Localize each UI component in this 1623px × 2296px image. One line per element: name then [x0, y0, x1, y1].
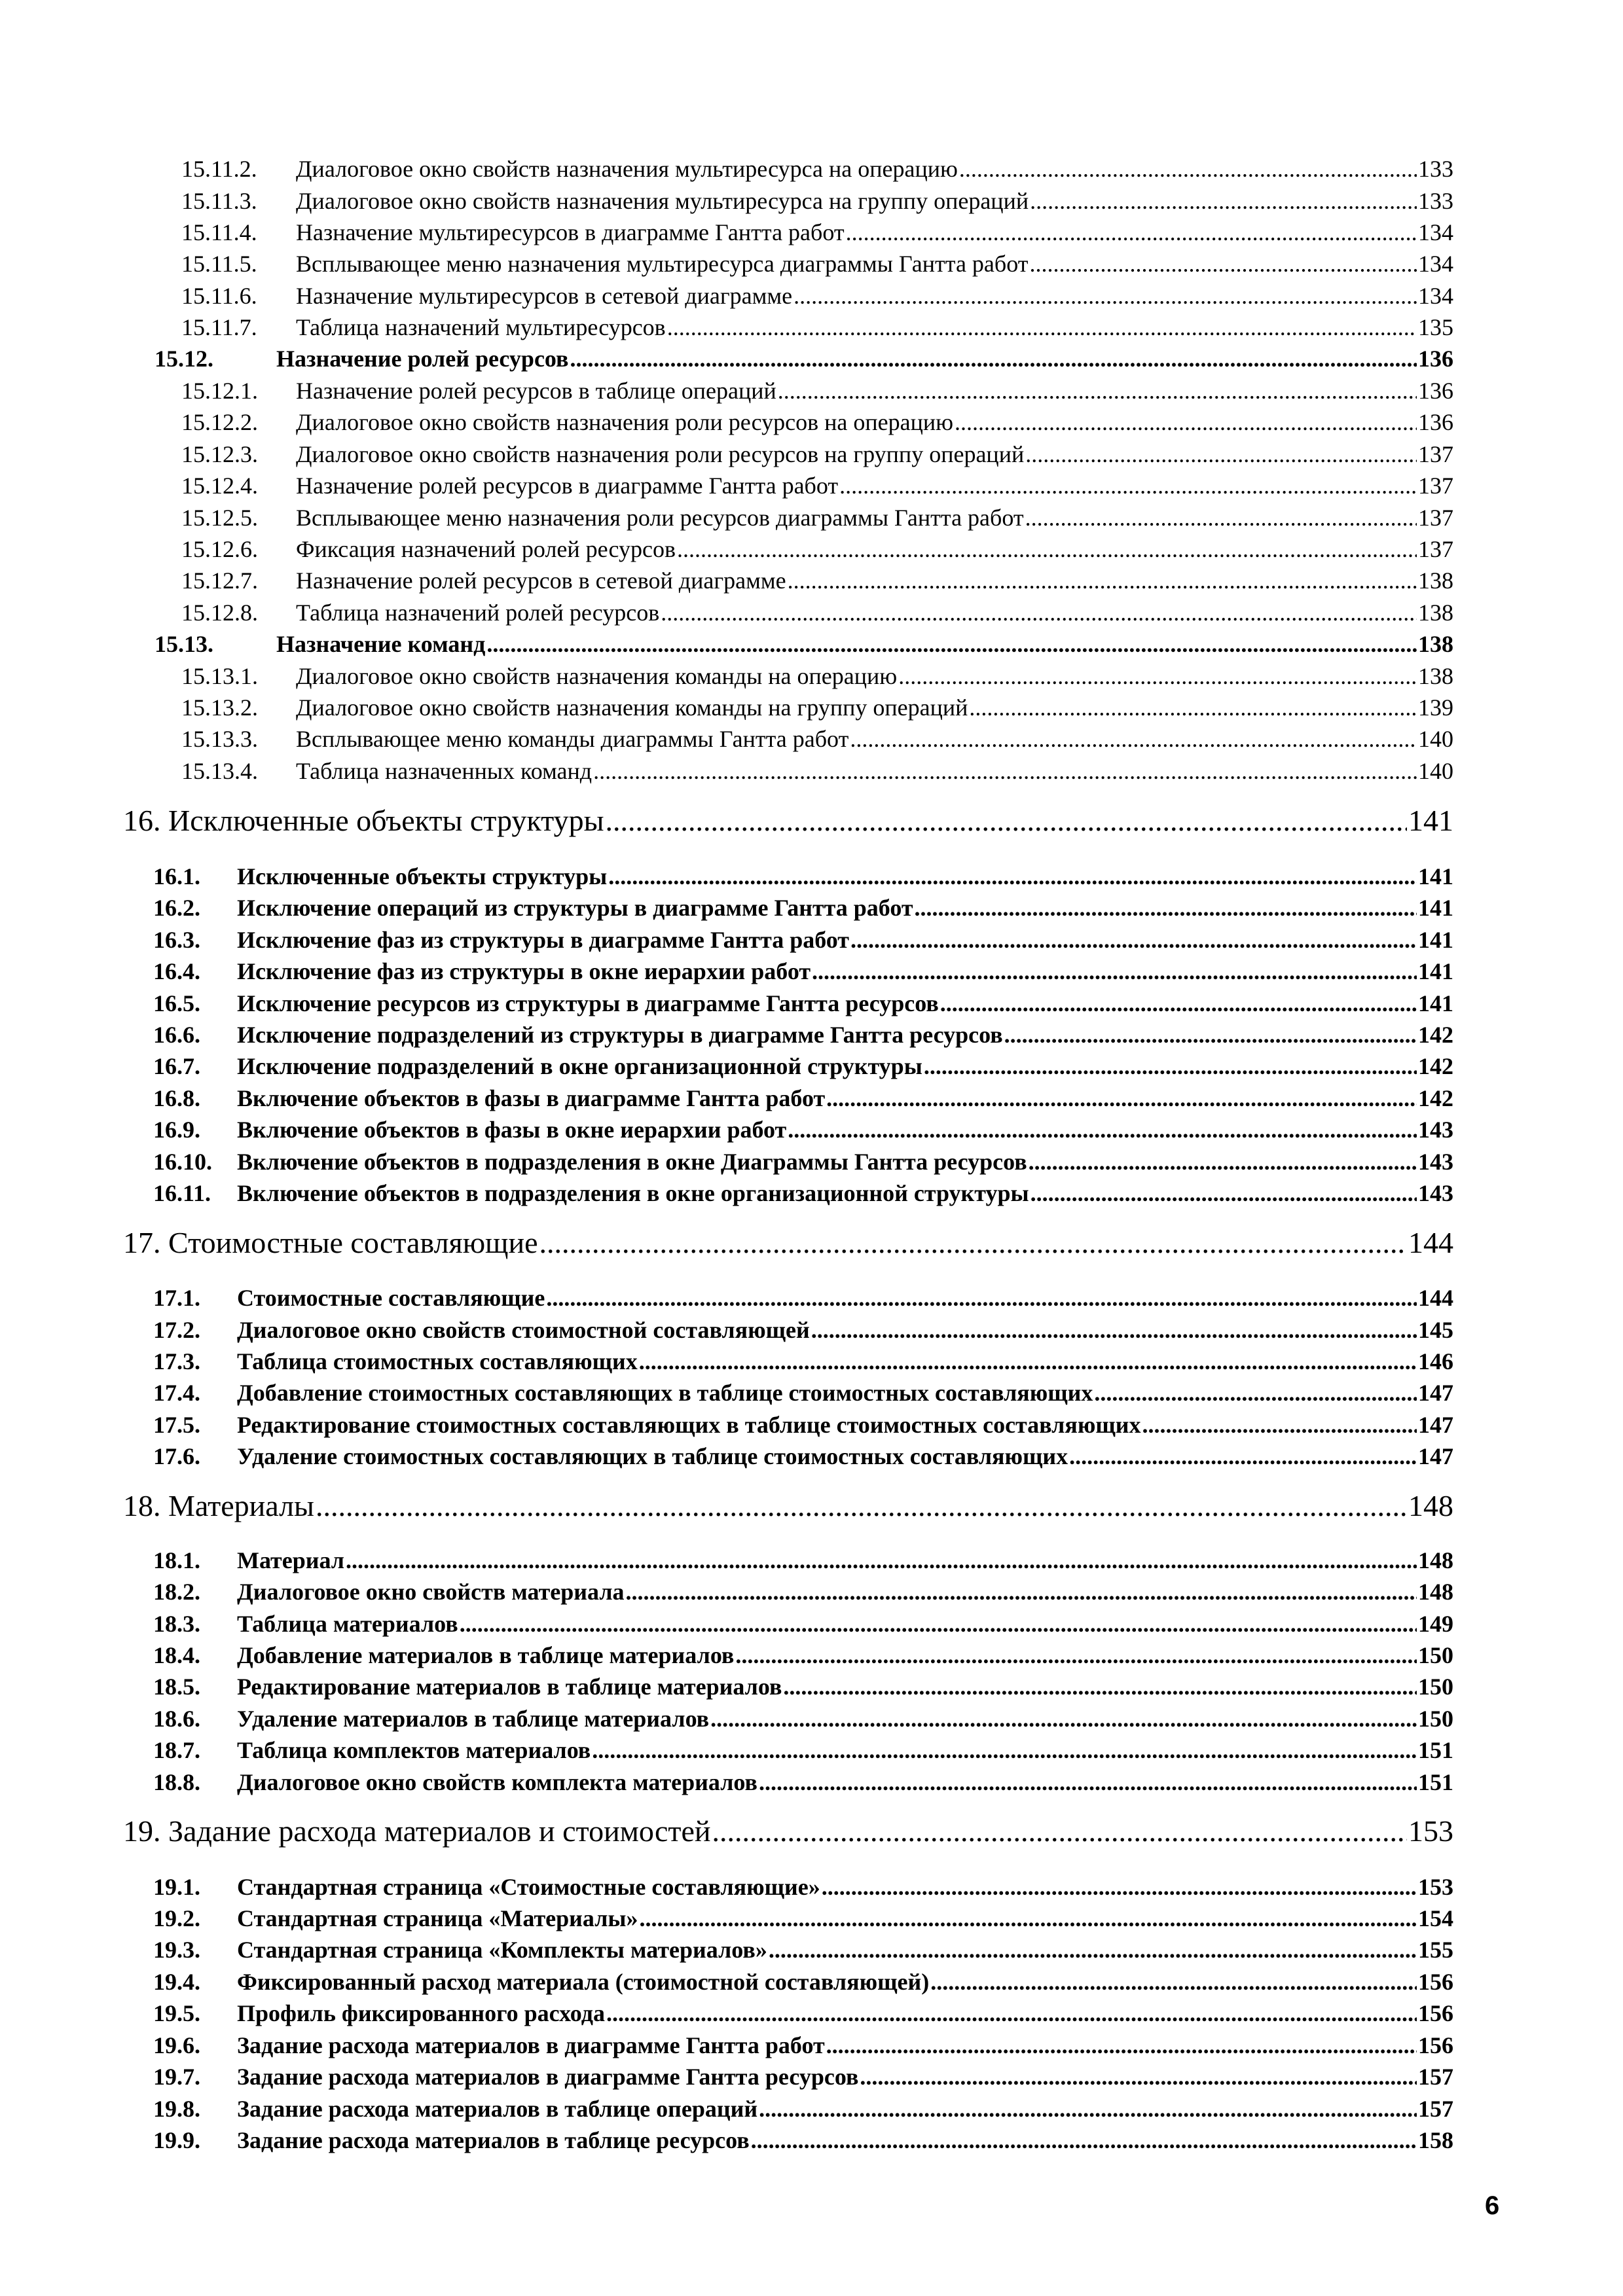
entry-number: 16.10.	[153, 1149, 212, 1175]
entry-number: 15.12.7.	[181, 567, 258, 594]
entry-title: Стандартная страница «Материалы»	[237, 1905, 638, 1931]
dot-leader	[1094, 1379, 1417, 1407]
dot-leader	[788, 1116, 1417, 1143]
toc-entry[interactable]	[153, 1116, 1453, 1143]
entry-number: 19.7.	[153, 2064, 200, 2090]
entry-page: 137	[1418, 536, 1453, 562]
entry-page: 141	[1418, 863, 1453, 889]
dot-leader	[788, 567, 1417, 594]
entry-number: 18.7.	[153, 1737, 200, 1763]
entry-number: 19.1.	[153, 1874, 200, 1900]
entry-title: Удаление материалов в таблице материалов	[237, 1706, 710, 1732]
entry-title: Назначение мультиресурсов в сетевой диаграмме	[296, 283, 793, 309]
toc-entry[interactable]	[181, 694, 1453, 721]
dot-leader	[606, 803, 1408, 838]
toc-entry[interactable]	[153, 1905, 1453, 1932]
entry-number: 15.12.5.	[181, 505, 258, 531]
entry-title: Диалоговое окно свойств назначения роли ресурсов на группу операций	[296, 441, 1025, 467]
entry-page: 133	[1418, 188, 1453, 214]
entry-number: 17.5.	[153, 1412, 200, 1438]
entry-number: 16.9.	[153, 1117, 200, 1143]
entry-page: 134	[1418, 283, 1453, 309]
entry-page: 136	[1418, 409, 1453, 435]
toc-entry[interactable]	[181, 567, 1453, 594]
toc-entry[interactable]	[153, 1578, 1453, 1605]
dot-leader	[850, 926, 1417, 954]
toc-entry[interactable]	[153, 1021, 1453, 1049]
entry-title: Таблица материалов	[237, 1611, 458, 1637]
toc-entry[interactable]	[181, 757, 1453, 785]
entry-number: 15.12.	[155, 346, 213, 372]
entry-title: Исключенные объекты структуры	[237, 863, 608, 889]
dot-leader	[850, 725, 1417, 753]
entry-title: Назначение мультиресурсов в диаграмме Гантта работ	[296, 219, 845, 245]
entry-number: 18.8.	[153, 1769, 200, 1795]
entry-number: 19.4.	[153, 1969, 200, 1995]
entry-page: 158	[1418, 2127, 1453, 2153]
dot-leader	[959, 155, 1417, 183]
dot-leader	[460, 1610, 1417, 1638]
entry-number: 15.13.1.	[181, 663, 258, 689]
entry-page: 153	[1418, 1874, 1453, 1900]
entry-title: Исключение подразделений в окне организационной структуры	[237, 1053, 922, 1079]
toc-entry[interactable]	[153, 1085, 1453, 1112]
toc-entry[interactable]	[181, 725, 1453, 753]
chapter-page: 148	[1408, 1489, 1453, 1522]
entry-page: 137	[1418, 505, 1453, 531]
dot-leader	[592, 1736, 1417, 1764]
toc-entry[interactable]	[181, 408, 1453, 436]
toc-entry[interactable]	[153, 863, 1453, 890]
toc-chapter-heading[interactable]	[123, 803, 1453, 838]
dot-leader	[1029, 1148, 1417, 1175]
dot-leader	[677, 535, 1417, 563]
dot-leader	[1025, 440, 1417, 468]
dot-leader	[898, 662, 1417, 690]
entry-page: 156	[1418, 2000, 1453, 2026]
toc-entry[interactable]	[153, 990, 1453, 1017]
dot-leader	[712, 1814, 1407, 1848]
toc-entry[interactable]	[153, 2126, 1453, 2154]
toc-entry[interactable]	[153, 1052, 1453, 1080]
toc-entry[interactable]	[153, 958, 1453, 985]
entry-page: 140	[1418, 758, 1453, 784]
dot-leader	[955, 408, 1417, 436]
entry-title: Назначение ролей ресурсов в сетевой диаграмме	[296, 567, 786, 594]
entry-title: Назначение команд	[276, 631, 486, 657]
entry-page: 135	[1418, 314, 1453, 340]
entry-page: 136	[1418, 378, 1453, 404]
dot-leader	[860, 2063, 1417, 2090]
entry-number: 18.2.	[153, 1579, 200, 1605]
toc-entry[interactable]	[181, 440, 1453, 468]
entry-page: 141	[1418, 990, 1453, 1016]
entry-number: 18.5.	[153, 1674, 200, 1700]
entry-title: Включение объектов в фазы в окне иерархии работ	[237, 1117, 787, 1143]
dot-leader	[793, 282, 1417, 310]
entry-title: Фиксированный расход материала (стоимостной составляющей)	[237, 1969, 930, 1995]
toc-entry[interactable]	[181, 377, 1453, 404]
entry-page: 157	[1418, 2064, 1453, 2090]
entry-page: 146	[1418, 1348, 1453, 1374]
toc-entry[interactable]	[153, 1348, 1453, 1375]
entry-number: 19.8.	[153, 2096, 200, 2122]
toc-chapter-heading[interactable]	[123, 1814, 1453, 1848]
dot-leader	[546, 1284, 1417, 1312]
entry-title: Назначение ролей ресурсов в диаграмме Гантта работ	[296, 473, 839, 499]
entry-page: 137	[1418, 441, 1453, 467]
chapter-title: 17. Стоимостные составляющие	[123, 1226, 538, 1259]
entry-title: Включение объектов в подразделения в окне организационной структуры	[237, 1180, 1029, 1206]
entry-page: 144	[1418, 1285, 1453, 1311]
toc-entry[interactable]	[153, 1411, 1453, 1439]
entry-page: 143	[1418, 1180, 1453, 1206]
entry-title: Диалоговое окно свойств назначения мультиресурса на операцию	[296, 156, 958, 182]
toc-entry[interactable]	[181, 504, 1453, 531]
entry-title: Таблица стоимостных составляющих	[237, 1348, 638, 1374]
entry-page: 138	[1418, 567, 1453, 594]
dot-leader	[826, 2032, 1417, 2059]
chapter-title: 16. Исключенные объекты структуры	[123, 804, 604, 837]
toc-entry[interactable]	[153, 1316, 1453, 1344]
entry-number: 17.3.	[153, 1348, 200, 1374]
entry-page: 155	[1418, 1937, 1453, 1963]
entry-number: 16.2.	[153, 895, 200, 921]
entry-number: 16.7.	[153, 1053, 200, 1079]
entry-number: 17.4.	[153, 1380, 200, 1406]
toc-entry[interactable]	[153, 1610, 1453, 1638]
entry-page: 142	[1418, 1053, 1453, 1079]
entry-page: 156	[1418, 2032, 1453, 2058]
entry-page: 151	[1418, 1769, 1453, 1795]
entry-number: 16.1.	[153, 863, 200, 889]
dot-leader	[1030, 1179, 1417, 1207]
dot-leader	[812, 958, 1417, 985]
toc-entry[interactable]	[181, 219, 1453, 246]
entry-number: 16.6.	[153, 1022, 200, 1048]
entry-number: 19.5.	[153, 2000, 200, 2026]
entry-number: 15.13.4.	[181, 758, 258, 784]
entry-title: Добавление материалов в таблице материалов	[237, 1642, 735, 1668]
dot-leader	[346, 1547, 1417, 1574]
entry-number: 17.1.	[153, 1285, 200, 1311]
entry-page: 142	[1418, 1022, 1453, 1048]
entry-page: 147	[1418, 1380, 1453, 1406]
entry-page: 143	[1418, 1149, 1453, 1175]
dot-leader	[1030, 187, 1417, 215]
dot-leader	[1004, 1021, 1417, 1049]
toc-entry[interactable]	[153, 1379, 1453, 1407]
entry-title: Стандартная страница «Комплекты материалов»	[237, 1937, 767, 1963]
dot-leader	[940, 990, 1417, 1017]
toc-entry[interactable]	[153, 1768, 1453, 1796]
entry-number: 19.6.	[153, 2032, 200, 2058]
entry-title: Таблица комплектов материалов	[237, 1737, 591, 1763]
entry-number: 15.11.6.	[181, 283, 257, 309]
toc-chapter-heading[interactable]	[123, 1225, 1453, 1260]
dot-leader	[639, 1348, 1417, 1375]
entry-title: Профиль фиксированного расхода	[237, 2000, 605, 2026]
entry-page: 140	[1418, 726, 1453, 752]
entry-title: Исключение ресурсов из структуры в диаграмме Гантта ресурсов	[237, 990, 939, 1016]
entry-title: Редактирование материалов в таблице материалов	[237, 1674, 782, 1700]
toc-entry[interactable]	[181, 662, 1453, 690]
dot-leader	[640, 1905, 1417, 1932]
entry-title: Таблица назначенных команд	[296, 758, 593, 784]
entry-page: 141	[1418, 895, 1453, 921]
entry-page: 138	[1418, 663, 1453, 689]
entry-page: 143	[1418, 1117, 1453, 1143]
entry-title: Редактирование стоимостных составляющих в таблице стоимостных составляющих	[237, 1412, 1141, 1438]
toc-entry[interactable]	[181, 187, 1453, 215]
dot-leader	[759, 1768, 1417, 1796]
dot-leader	[811, 1316, 1417, 1344]
toc-entry[interactable]	[181, 155, 1453, 183]
entry-number: 15.13.3.	[181, 726, 258, 752]
entry-title: Включение объектов в фазы в диаграмме Гантта работ	[237, 1085, 826, 1111]
toc-entry[interactable]	[153, 1968, 1453, 1996]
entry-page: 149	[1418, 1611, 1453, 1637]
toc-entry[interactable]	[181, 472, 1453, 499]
entry-number: 15.12.6.	[181, 536, 258, 562]
toc-entry[interactable]	[153, 1705, 1453, 1732]
dot-leader	[1069, 1443, 1417, 1470]
dot-leader	[593, 757, 1417, 785]
entry-title: Материал	[237, 1547, 344, 1573]
entry-title: Диалоговое окно свойств назначения роли ресурсов на операцию	[296, 409, 954, 435]
toc-entry[interactable]	[153, 2000, 1453, 2027]
dot-leader	[822, 1873, 1417, 1901]
entry-title: Исключение операций из структуры в диаграмме Гантта работ	[237, 895, 913, 921]
entry-page: 156	[1418, 1969, 1453, 1995]
entry-page: 148	[1418, 1547, 1453, 1573]
dot-leader	[930, 1968, 1417, 1996]
entry-number: 15.13.	[155, 631, 213, 657]
dot-leader	[826, 1085, 1417, 1112]
entry-page: 136	[1418, 346, 1453, 372]
entry-title: Удаление стоимостных составляющих в таблице стоимостных составляющих	[237, 1443, 1068, 1469]
toc-entry[interactable]	[153, 1673, 1453, 1700]
entry-number: 16.3.	[153, 927, 200, 953]
entry-number: 15.11.3.	[181, 188, 257, 214]
entry-page: 141	[1418, 958, 1453, 984]
entry-page: 138	[1418, 631, 1453, 657]
toc-entry[interactable]	[153, 2095, 1453, 2123]
dot-leader	[839, 472, 1417, 499]
entry-page: 139	[1418, 694, 1453, 721]
entry-number: 15.13.2.	[181, 694, 258, 721]
dot-leader	[316, 1488, 1407, 1523]
entry-number: 15.12.2.	[181, 409, 258, 435]
entry-number: 15.11.7.	[181, 314, 257, 340]
entry-number: 17.2.	[153, 1317, 200, 1343]
entry-number: 16.4.	[153, 958, 200, 984]
entry-page: 157	[1418, 2096, 1453, 2122]
entry-page: 137	[1418, 473, 1453, 499]
entry-title: Таблица назначений мультиресурсов	[296, 314, 666, 340]
entry-title: Задание расхода материалов в таблице операций	[237, 2096, 758, 2122]
toc-entry[interactable]	[181, 250, 1453, 278]
entry-title: Таблица назначений ролей ресурсов	[296, 600, 660, 626]
entry-title: Задание расхода материалов в диаграмме Гантта ресурсов	[237, 2064, 859, 2090]
entry-page: 154	[1418, 1905, 1453, 1931]
toc-entry[interactable]	[153, 1736, 1453, 1764]
entry-page: 141	[1418, 927, 1453, 953]
entry-page: 134	[1418, 251, 1453, 277]
dot-leader	[606, 2000, 1417, 2027]
entry-title: Добавление стоимостных составляющих в таблице стоимостных составляющих	[237, 1380, 1093, 1406]
chapter-title: 19. Задание расхода материалов и стоимостей	[123, 1814, 711, 1848]
entry-title: Задание расхода материалов в диаграмме Гантта работ	[237, 2032, 825, 2058]
entry-number: 16.5.	[153, 990, 200, 1016]
toc-entry[interactable]	[181, 535, 1453, 563]
entry-page: 142	[1418, 1085, 1453, 1111]
entry-number: 15.12.8.	[181, 600, 258, 626]
dot-leader	[539, 1225, 1407, 1260]
dot-leader	[969, 694, 1417, 721]
entry-title: Всплывающее меню команды диаграммы Гантта работ	[296, 726, 849, 752]
entry-page: 150	[1418, 1706, 1453, 1732]
entry-page: 138	[1418, 600, 1453, 626]
entry-page: 133	[1418, 156, 1453, 182]
dot-leader	[783, 1673, 1417, 1700]
toc-entry[interactable]	[153, 1873, 1453, 1901]
dot-leader	[759, 2095, 1417, 2123]
entry-title: Диалоговое окно свойств назначения команды на операцию	[296, 663, 898, 689]
entry-title: Диалоговое окно свойств материала	[237, 1579, 625, 1605]
toc-subsection[interactable]	[155, 345, 1453, 372]
chapter-page: 153	[1408, 1814, 1453, 1848]
entry-number: 19.9.	[153, 2127, 200, 2153]
entry-number: 15.12.3.	[181, 441, 258, 467]
entry-number: 18.3.	[153, 1611, 200, 1637]
entry-title: Включение объектов в подразделения в окне Диаграммы Гантта ресурсов	[237, 1149, 1027, 1175]
dot-leader	[915, 894, 1417, 922]
toc-entry[interactable]	[181, 314, 1453, 341]
entry-title: Назначение ролей ресурсов в таблице операций	[296, 378, 776, 404]
dot-leader	[846, 219, 1417, 246]
entry-number: 19.3.	[153, 1937, 200, 1963]
toc-entry[interactable]	[153, 926, 1453, 954]
dot-leader	[667, 314, 1417, 341]
entry-number: 19.2.	[153, 1905, 200, 1931]
dot-leader	[486, 630, 1417, 658]
entry-title: Всплывающее меню назначения мультиресурса диаграммы Гантта работ	[296, 251, 1029, 277]
chapter-page: 144	[1408, 1226, 1453, 1259]
entry-number: 16.11.	[153, 1180, 211, 1206]
toc-entry[interactable]	[153, 2063, 1453, 2090]
dot-leader	[710, 1705, 1417, 1732]
dot-leader	[924, 1052, 1417, 1080]
entry-title: Диалоговое окно свойств назначения команды на группу операций	[296, 694, 968, 721]
entry-page: 150	[1418, 1674, 1453, 1700]
dot-leader	[751, 2126, 1417, 2154]
entry-title: Диалоговое окно свойств комплекта материалов	[237, 1769, 757, 1795]
dot-leader	[570, 345, 1417, 372]
entry-number: 16.8.	[153, 1085, 200, 1111]
entry-number: 15.11.5.	[181, 251, 257, 277]
entry-title: Исключение подразделений из структуры в диаграмме Гантта ресурсов	[237, 1022, 1003, 1048]
entry-title: Диалоговое окно свойств назначения мультиресурса на группу операций	[296, 188, 1029, 214]
chapter-title: 18. Материалы	[123, 1489, 314, 1522]
entry-page: 147	[1418, 1412, 1453, 1438]
entry-page: 150	[1418, 1642, 1453, 1668]
toc-chapter-heading[interactable]	[123, 1488, 1453, 1523]
dot-leader	[626, 1578, 1417, 1605]
toc-entry[interactable]	[153, 1641, 1453, 1669]
dot-leader	[769, 1936, 1417, 1964]
entry-page: 147	[1418, 1443, 1453, 1469]
entry-number: 18.4.	[153, 1642, 200, 1668]
entry-number: 18.6.	[153, 1706, 200, 1732]
toc-subsection[interactable]	[155, 630, 1453, 658]
toc-entry[interactable]	[153, 1547, 1453, 1574]
toc-entry[interactable]	[153, 1284, 1453, 1312]
toc-entry[interactable]	[153, 1443, 1453, 1470]
entry-title: Фиксация назначений ролей ресурсов	[296, 536, 676, 562]
entry-title: Диалоговое окно свойств стоимостной составляющей	[237, 1317, 810, 1343]
entry-title: Исключение фаз из структуры в диаграмме Гантта работ	[237, 927, 849, 953]
dot-leader	[1029, 250, 1417, 278]
entry-title: Стандартная страница «Стоимостные составляющие»	[237, 1874, 820, 1900]
entry-title: Назначение ролей ресурсов	[276, 346, 569, 372]
entry-title: Исключение фаз из структуры в окне иерархии работ	[237, 958, 811, 984]
chapter-page: 141	[1408, 804, 1453, 837]
toc-entry[interactable]	[153, 894, 1453, 922]
dot-leader	[1142, 1411, 1417, 1439]
toc-entry[interactable]	[153, 1936, 1453, 1964]
entry-title: Задание расхода материалов в таблице ресурсов	[237, 2127, 750, 2153]
toc-entry[interactable]	[153, 1148, 1453, 1175]
entry-number: 15.11.2.	[181, 156, 257, 182]
entry-number: 15.12.1.	[181, 378, 258, 404]
entry-page: 148	[1418, 1579, 1453, 1605]
dot-leader	[735, 1641, 1417, 1669]
entry-number: 15.12.4.	[181, 473, 258, 499]
entry-number: 17.6.	[153, 1443, 200, 1469]
entry-page: 145	[1418, 1317, 1453, 1343]
entry-page: 151	[1418, 1737, 1453, 1763]
toc-entry[interactable]	[153, 2032, 1453, 2059]
dot-leader	[661, 599, 1417, 626]
entry-number: 15.11.4.	[181, 219, 257, 245]
dot-leader	[608, 863, 1417, 890]
entry-number: 18.1.	[153, 1547, 200, 1573]
entry-page: 134	[1418, 219, 1453, 245]
toc-entry[interactable]	[153, 1179, 1453, 1207]
dot-leader	[778, 377, 1417, 404]
toc-entry[interactable]	[181, 599, 1453, 626]
dot-leader	[1025, 504, 1417, 531]
page-number: 6	[1485, 2191, 1500, 2220]
entry-title: Стоимостные составляющие	[237, 1285, 545, 1311]
entry-title: Всплывающее меню назначения роли ресурсов диаграммы Гантта работ	[296, 505, 1024, 531]
toc-entry[interactable]	[181, 282, 1453, 310]
